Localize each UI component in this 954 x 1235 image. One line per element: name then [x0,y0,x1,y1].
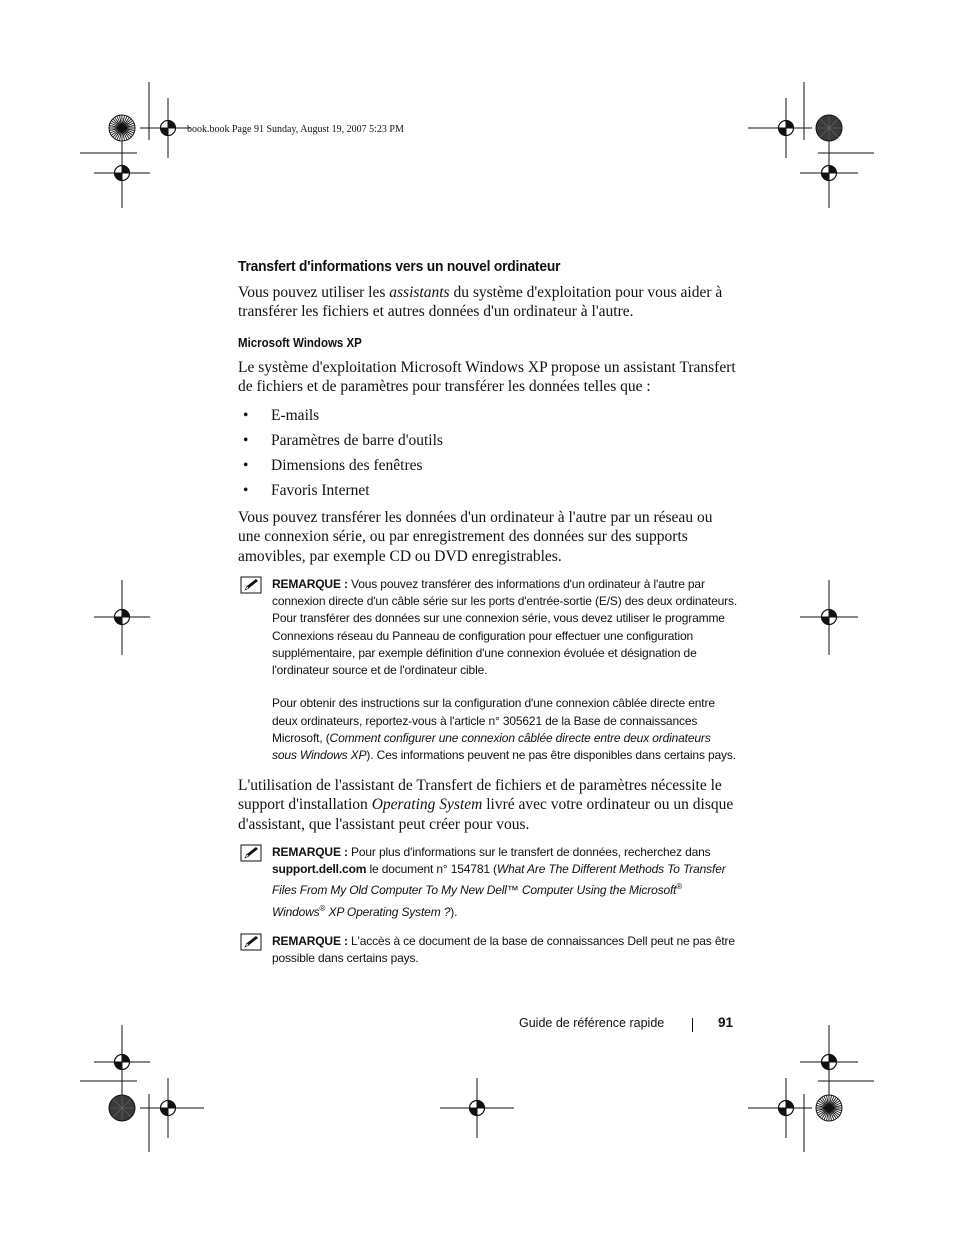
note-serial-connection [238,576,738,764]
wizard-paragraph [238,776,738,834]
note-more-info [238,844,738,921]
list-item-text: Dimensions des fenêtres [271,457,423,475]
bullet-glyph: • [243,407,249,425]
note-label: REMARQUE : [272,845,348,859]
pencil-note-icon [240,933,262,951]
list-item-text: E-mails [271,407,320,425]
note2-italic-1: What Are The Different Methods To Transfer Files From My Old Computer To My New Dell™ Computer Using the Microsoft [272,862,726,898]
intro-italic: assistants [389,284,450,301]
note2-text-3: ). [450,904,458,919]
bullet-glyph: • [243,432,249,450]
subsection-title: Microsoft Windows XP [238,335,362,350]
page-content [238,258,738,979]
note1-text-2b: ). Ces informations peuvent ne pas être disponibles dans certains pays. [366,747,736,762]
note3-paragraph [272,933,738,967]
note-label: REMARQUE : [272,933,348,948]
registered-mark: ® [676,882,683,892]
note1-text-2a: Pour obtenir des instructions sur la configuration d'une connexion câblée directe entre deux ordinateurs, reportez-vous à l'article n° 305621 de la Base de connaissances Microsoft, ( [272,696,715,745]
print-header: book.book Page 91 Sunday, August 19, 2007 5:23 PM [187,124,404,135]
wizard-text-2: livré avec votre ordinateur ou un disque d'assistant, que l'assistant peut créer pour vous. [238,796,734,833]
page-number: 91 [718,1015,734,1030]
note1-italic-title: Comment configurer une connexion câblée directe entre deux ordinateurs sous Windows XP [272,730,711,762]
list-item [238,431,738,450]
xp-paragraph: Le système d'exploitation Microsoft Windows XP propose un assistant Transfert de fichiers et de paramètres pour transférer les données telles que : [238,358,736,395]
note-label: REMARQUE : [272,577,348,592]
support-link[interactable]: support.dell.com [272,862,367,877]
pencil-note-icon [240,844,262,862]
list-item-text: Favoris Internet [271,482,370,500]
transfer-paragraph: Vous pouvez transférer les données d'un ordinateur à l'autre par un réseau ou une connexion série, ou par enregistrement des données sur des supports amovibles, par exemple CD ou DVD enregistrables. [238,509,713,565]
registered-mark: ® [319,903,326,913]
note1-paragraph-2 [272,695,738,764]
note2-italic-2: Windows [272,904,320,919]
note3-text: L'accès à ce document de la base de connaissances Dell peut ne pas être possible dans certains pays. [272,933,735,966]
note1-paragraph-1 [272,576,738,679]
list-item [238,406,738,425]
list-item [238,456,738,475]
note2-italic-3: XP Operating System ? [325,904,451,919]
note2-text-2: le document n° 154781 ( [366,862,497,877]
list-item [238,481,738,500]
data-types-list [238,406,738,500]
bullet-glyph: • [243,457,249,475]
intro-text-2: du système d'exploitation pour vous aider à transférer les fichiers et autres données d'un ordinateur à l'autre. [238,284,723,321]
footer-divider [692,1018,693,1032]
note2-paragraph [272,844,738,921]
note2-text-1: Pour plus d'informations sur le transfert de données, recherchez dans [351,845,711,859]
wizard-italic: Operating System [371,796,483,814]
intro-text-1: Vous pouvez utiliser les [238,284,390,301]
note-availability [238,933,738,967]
note1-text: Vous pouvez transférer des informations d'un ordinateur à l'autre par connexion directe d'un câble série sur les ports d'entrée-sortie (E/S) des deux ordinateurs. Pour transférer des données sur une connexion série, vous devez utiliser le programme Connexions réseau du Panneau de configuration pour effectuer une configuration supplémentaire, par exemple définition d'une connexion évoluée et désignation de l'ordinateur source et de l'ordinateur cible. [272,577,738,678]
pencil-note-icon [240,576,262,594]
bullet-glyph: • [243,482,249,500]
section-title: Transfert d'informations vers un nouvel ordinateur [238,258,561,275]
intro-paragraph [238,283,738,322]
list-item-text: Paramètres de barre d'outils [271,432,443,450]
wizard-text-1: L'utilisation de l'assistant de Transfert de fichiers et de paramètres nécessite le support d'installation [238,777,722,814]
footer-guide-title: Guide de référence rapide [519,1016,665,1030]
